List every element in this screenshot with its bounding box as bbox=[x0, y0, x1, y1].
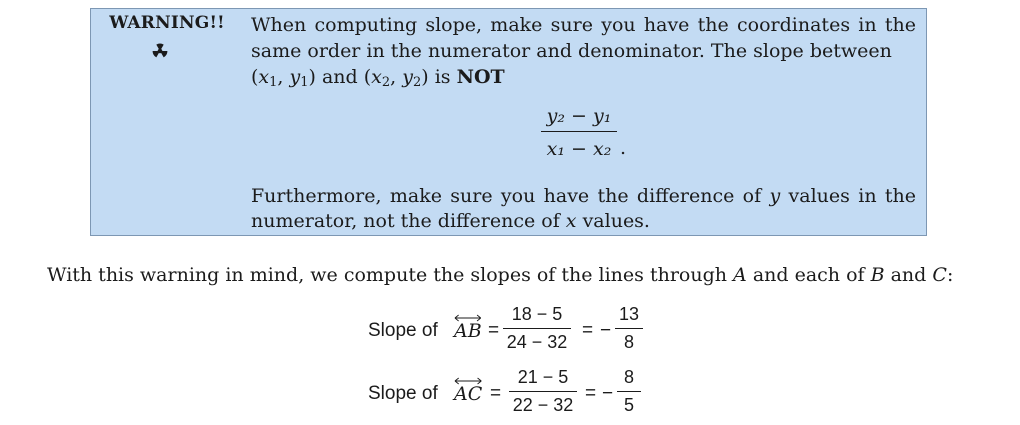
warning-line1: When computing slope, make sure you have the coordinates in the same order in the numerator and denominator. The slope between bbox=[251, 14, 916, 62]
equals-sign: = bbox=[488, 320, 500, 341]
not-word: NOT bbox=[456, 66, 505, 88]
numerator: 18 − 5 bbox=[511, 304, 563, 324]
numerator: 13 bbox=[618, 304, 640, 324]
minus-sign: − bbox=[602, 383, 614, 404]
denominator: 22 − 32 bbox=[512, 395, 574, 415]
coordinate-pairs: ($x_1$, $y_1$) and ($x_2$, $y_2$) is NOT bbox=[251, 66, 505, 90]
fraction-numerator: y₂ − y₁ bbox=[546, 105, 612, 127]
warning-label: WARNING!! bbox=[109, 13, 225, 33]
line-ac: AC bbox=[454, 383, 482, 405]
fraction-period: . bbox=[620, 137, 627, 159]
warning-text-2: Furthermore, make sure you have the difference of y values in the numerator, not the difference of x values. bbox=[251, 185, 916, 232]
incorrect-slope-fraction bbox=[539, 105, 619, 160]
slope-label: Slope of bbox=[368, 383, 438, 404]
result-fraction bbox=[615, 304, 643, 353]
intro-paragraph: With this warning in mind, we compute the slopes of the lines through A and each of B and C: bbox=[47, 264, 954, 286]
equals-sign: = bbox=[490, 383, 502, 404]
radiation-icon bbox=[149, 40, 171, 62]
slope-label: Slope of bbox=[368, 320, 438, 341]
warning-text bbox=[251, 12, 916, 96]
numerator: 8 bbox=[623, 367, 634, 387]
result-fraction bbox=[617, 367, 641, 416]
slope-fraction bbox=[503, 304, 571, 353]
line-arrow-icon bbox=[454, 377, 482, 385]
slope-fraction bbox=[509, 367, 577, 416]
line-ab: AB bbox=[454, 320, 482, 342]
denominator: 24 − 32 bbox=[506, 332, 568, 352]
equals-sign: = bbox=[582, 320, 594, 341]
warning-box bbox=[90, 8, 927, 236]
equals-sign: = bbox=[585, 383, 597, 404]
line-arrow-icon bbox=[454, 314, 482, 322]
minus-sign: − bbox=[600, 320, 612, 341]
fraction-denominator: x₁ − x₂ bbox=[546, 138, 612, 160]
denominator: 8 bbox=[623, 332, 634, 352]
numerator: 21 − 5 bbox=[517, 367, 569, 387]
denominator: 5 bbox=[623, 395, 634, 415]
